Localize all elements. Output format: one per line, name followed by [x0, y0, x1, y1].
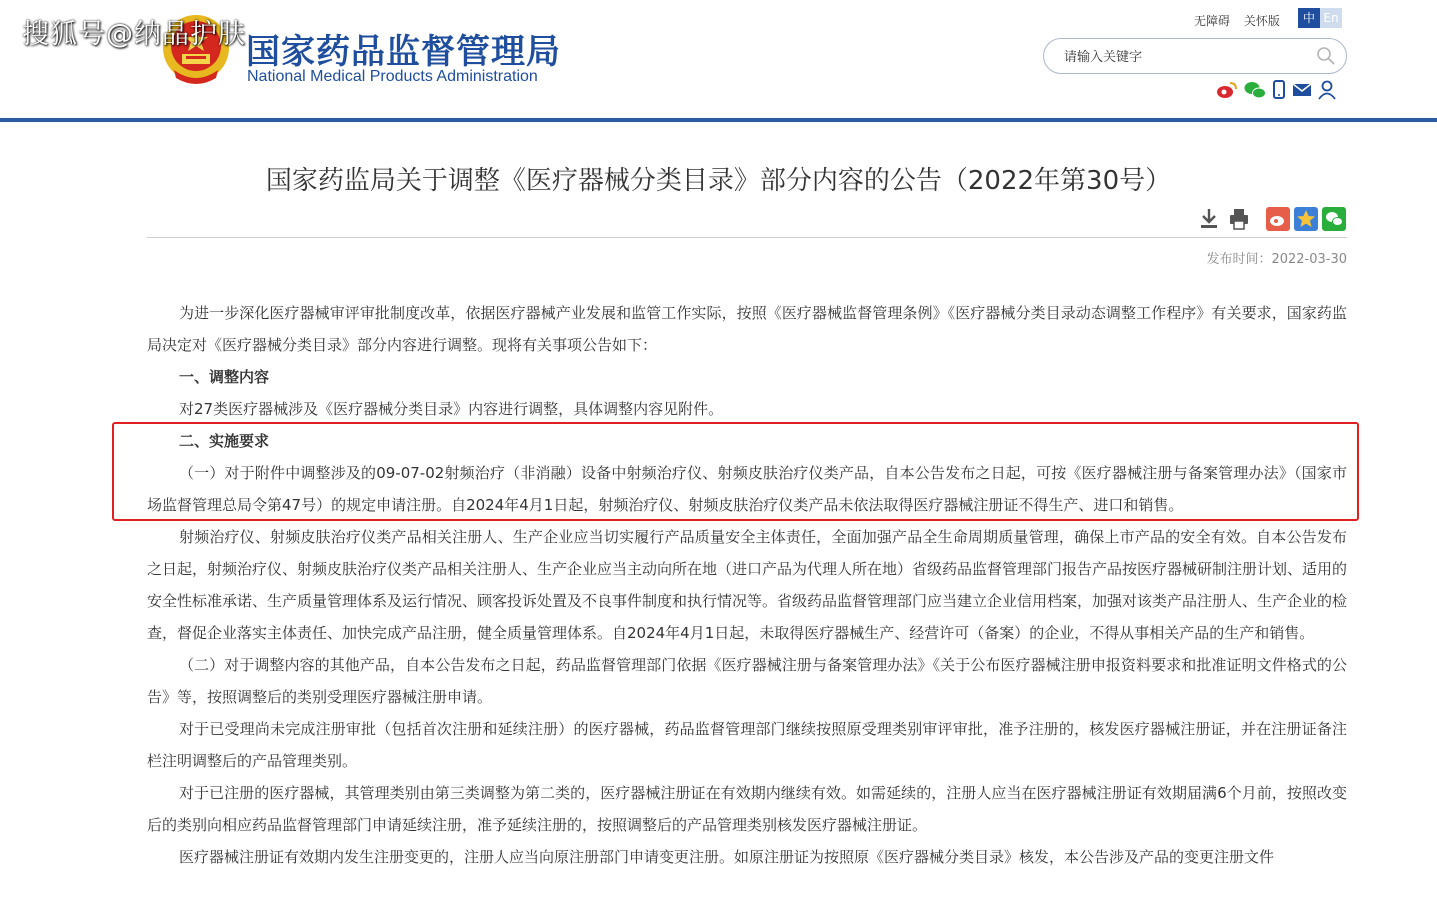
accessibility-link[interactable]: 无障碍: [1194, 14, 1231, 28]
watermark: 搜狐号@纳晶护肤: [22, 19, 246, 50]
language-switch: [1298, 8, 1342, 28]
article-title: 国家药监局关于调整《医疗器械分类目录》部分内容的公告（2022年第30号）: [265, 166, 1172, 196]
paragraph: 对于已受理尚未完成注册审批（包括首次注册和延续注册）的医疗器械，药品监督管理部门继续按照原受理类别审评审批，准予注册的，核发医疗器械注册证，并在注册证备注栏注明调整后的产品管理类别。: [147, 720, 1347, 770]
site-title: 国家药品监督管理局: [246, 32, 561, 72]
paragraph: 医疗器械注册证有效期内发生注册变更的，注册人应当向原注册部门申请变更注册。如原注册证为按照原《医疗器械分类目录》核发，本公告涉及产品的变更注册文件: [179, 848, 1275, 866]
weibo-share-icon[interactable]: [1266, 207, 1290, 235]
favorite-icon[interactable]: [1294, 207, 1318, 235]
publish-date: 发布时间：2022-03-30: [1206, 252, 1347, 267]
download-icon[interactable]: [1198, 207, 1220, 235]
wechat-icon[interactable]: [1244, 80, 1266, 104]
paragraph: 射频治疗仪、射频皮肤治疗仪类产品相关注册人、生产企业应当切实履行产品质量安全主体责任，全面加强产品全生命周期质量管理，确保上市产品的安全有效。自本公告发布之日起，射频治疗仪、射频皮肤治疗仪类产品相关注册人、生产企业应当主动向所在地（进口产品为代理人所在地）省级药品监督管理部门报告产品按医疗器械研制注册计划、适用的安全性标准承诺、生产质量管理体系及运行情况、顾客投诉处置及不良事件制度和执行情况等。省级药品监督管理部门应当建立企业信用档案，加强对该类产品注册人、生产企业的检查，督促企业落实主体责任、加快完成产品注册，健全质量管理体系。自2024年4月1日起，未取得医疗器械生产、经营许可（备案）的企业，不得从事相关产品的生产和销售。: [147, 528, 1348, 642]
paragraph: 对于已注册的医疗器械，其管理类别由第三类调整为第二类的，医疗器械注册证在有效期内继续有效。如需延续的，注册人应当在医疗器械注册证有效期届满6个月前，按照改变后的类别向相应药品监督管理部门申请延续注册，准予延续注册的，按照调整后的产品管理类别核发医疗器械注册证。: [147, 784, 1347, 834]
search-box: [1043, 38, 1347, 74]
title-divider: [147, 237, 1347, 238]
paragraph: （一）对于附件中调整涉及的09-07-02射频治疗（非消融）设备中射频治疗仪、射频皮肤治疗仪类产品，自本公告发布之日起，可按《医疗器械注册与备案管理办法》（国家市场监督管理总局令第47号）的规定申请注册。自2024年4月1日起，射频治疗仪、射频皮肤治疗仪类产品未依法取得医疗器械注册证不得生产、进口和销售。: [147, 464, 1347, 514]
mobile-icon[interactable]: [1272, 80, 1286, 104]
mail-icon[interactable]: [1292, 80, 1312, 104]
section-heading: 一、调整内容: [179, 368, 270, 386]
paragraph: （二）对于调整内容的其他产品，自本公告发布之日起，药品监督管理部门依据《医疗器械注册与备案管理办法》《关于公布医疗器械注册申报资料要求和批准证明文件格式的公告》等，按照调整后的类别受理医疗器械注册申请。: [147, 656, 1347, 706]
header-divider: [0, 118, 1437, 122]
lang-cn-button[interactable]: 中: [1298, 8, 1320, 28]
user-icon[interactable]: [1318, 80, 1336, 104]
top-links: [1194, 12, 1290, 29]
print-icon[interactable]: [1228, 207, 1250, 235]
section-heading: 二、实施要求: [179, 432, 270, 450]
article-body: [147, 297, 1347, 873]
weibo-icon[interactable]: [1216, 80, 1238, 104]
search-input[interactable]: [1062, 45, 1306, 69]
care-mode-link[interactable]: 关怀版: [1243, 14, 1280, 28]
highlight-box: [112, 422, 1359, 521]
site-subtitle: National Medical Products Administration: [247, 68, 538, 85]
wechat-share-icon[interactable]: [1322, 207, 1346, 235]
paragraph: 为进一步深化医疗器械审评审批制度改革，依据医疗器械产业发展和监管工作实际，按照《医疗器械监督管理条例》《医疗器械分类目录动态调整工作程序》有关要求，国家药监局决定对《医疗器械分类目录》部分内容进行调整。现将有关事项公告如下：: [147, 304, 1347, 354]
lang-en-button[interactable]: En: [1320, 8, 1342, 28]
search-icon[interactable]: [1316, 46, 1336, 66]
paragraph: 对27类医疗器械涉及《医疗器械分类目录》内容进行调整，具体调整内容见附件。: [179, 400, 724, 418]
